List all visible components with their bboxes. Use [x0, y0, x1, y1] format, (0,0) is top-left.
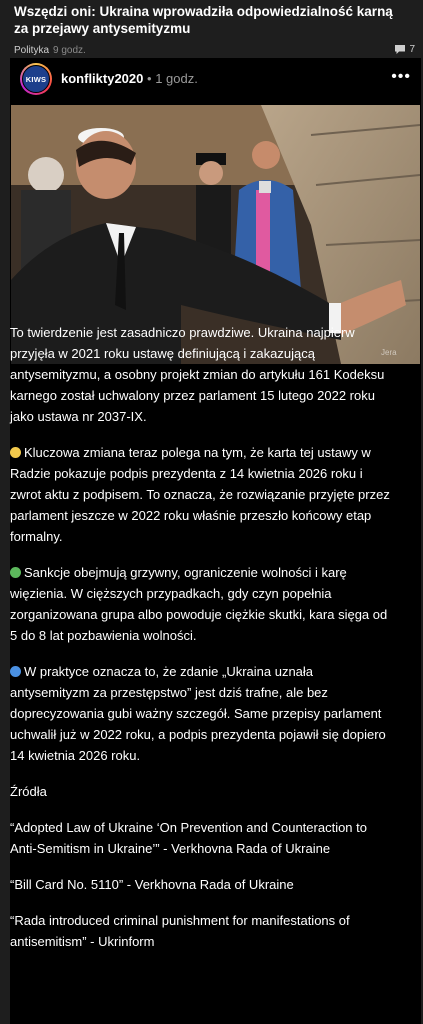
post-paragraph — [10, 562, 395, 646]
paragraph-text: Sankcje obejmują grzywny, ograniczenie wolności i karę więzienia. W cięższych przypadkach, gdy czyn popełnia zorganizowana grupa albo powoduje ciężkie skutki, kara sięga od 5 do 8 lat pozbawienia wolności. — [10, 565, 388, 643]
post-time: 1 godz. — [155, 71, 198, 86]
article-header — [0, 0, 423, 60]
comment-icon — [394, 44, 406, 55]
account-name[interactable]: konflikty2020 — [61, 71, 144, 86]
post-paragraph — [10, 874, 395, 895]
yellow-circle-icon — [10, 447, 21, 458]
avatar[interactable] — [20, 63, 52, 95]
comments-count: 7 — [409, 44, 415, 55]
post-body — [10, 322, 395, 952]
separator-dot: • — [147, 71, 152, 86]
green-circle-icon — [10, 567, 21, 578]
comments-counter[interactable] — [394, 44, 415, 55]
paragraph-text: “Rada introduced criminal punishment for manifestations of antisemitism” - Ukrinform — [10, 913, 350, 949]
svg-text:Jera: Jera — [381, 348, 397, 357]
paragraph-text: W praktyce oznacza to, że zdanie „Ukraina uznała antysemityzm za przestępstwo” jest dziś trafne, ale bez doprecyzowania gubi ważny szczegół. Same przepisy parlament uchwalił już w 2022 roku, a podpis prezydenta pojawił się dopiero 14 kwietnia 2026 roku. — [10, 664, 386, 763]
paragraph-text: To twierdzenie jest zasadniczo prawdziwe. Ukraina najpierw przyjęła w 2021 roku ustawę definiującą i zakazującą antysemityzmu, a osobny projekt zmian do artykułu 161 Kodeksu karnego został uchwalony przez parlament 15 lutego 2022 roku jako ustawa nr 2037-IX. — [10, 325, 385, 424]
category-link[interactable]: Polityka — [14, 45, 50, 56]
blue-circle-icon — [10, 666, 21, 677]
post-paragraph — [10, 661, 395, 766]
article-meta — [14, 45, 86, 56]
paragraph-text: Kluczowa zmiana teraz polega na tym, że karta tej ustawy w Radzie pokazuje podpis prezydenta z 14 kwietnia 2026 roku i zwrot aktu z podpisem. To oznacza, że rozwiązanie przyjęte przez parlament jeszcze w 2022 roku właśnie przeszło końcowy etap formalny. — [10, 445, 390, 544]
post-header — [10, 58, 421, 102]
article-title[interactable]: Wszędzi oni: Ukraina wprowadziła odpowiedzialność karną za przejawy antysemityzmu — [14, 4, 393, 36]
avatar-logo: KIWS — [22, 65, 50, 93]
paragraph-text: “Bill Card No. 5110” - Verkhovna Rada of Ukraine — [10, 877, 294, 892]
article-time: 9 godz. — [53, 45, 86, 56]
post-account — [61, 71, 198, 86]
paragraph-text: Źródła — [10, 784, 47, 799]
post-paragraph — [10, 442, 395, 547]
more-options-icon[interactable]: ••• — [391, 68, 411, 85]
post-paragraph — [10, 910, 395, 952]
post-paragraph — [10, 322, 395, 427]
post-paragraph — [10, 781, 395, 802]
post-paragraph — [10, 817, 395, 859]
paragraph-text: “Adopted Law of Ukraine ‘On Prevention and Counteraction to Anti-Semitism in Ukraine’” - Verkhovna Rada of Ukraine — [10, 820, 367, 856]
